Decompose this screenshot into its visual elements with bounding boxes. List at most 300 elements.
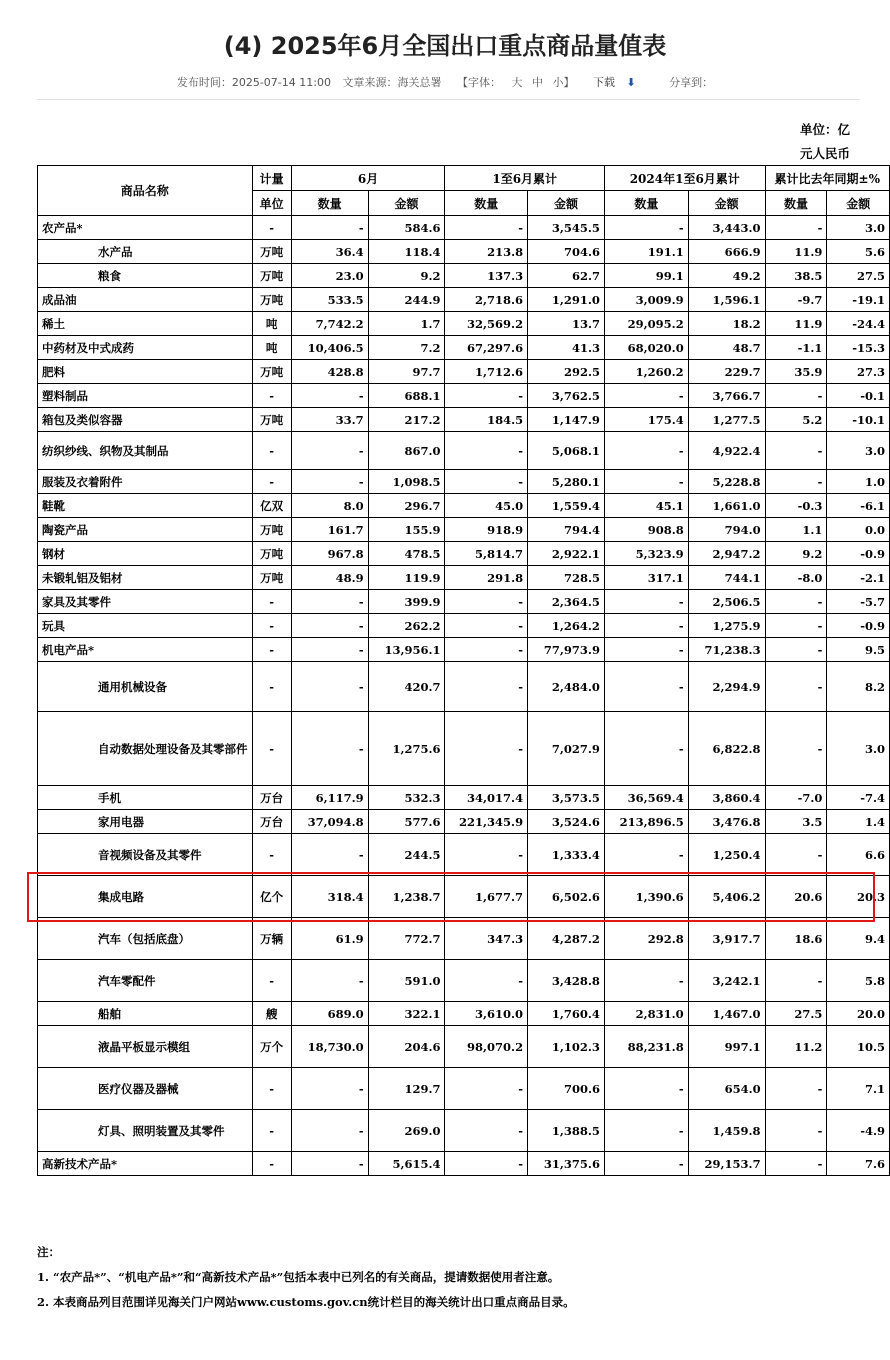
cell-pq: 175.4 bbox=[604, 408, 688, 432]
cell-name: 自动数据处理设备及其零部件 bbox=[38, 712, 253, 786]
cell-cq: 9.2 bbox=[765, 542, 827, 566]
table-row bbox=[38, 1110, 890, 1152]
cell-ja: 204.6 bbox=[368, 1026, 445, 1068]
cell-pq: - bbox=[604, 712, 688, 786]
cell-pq: 2,831.0 bbox=[604, 1002, 688, 1026]
cell-unit: 万吨 bbox=[252, 408, 291, 432]
table-row bbox=[38, 470, 890, 494]
cell-unit: 万吨 bbox=[252, 288, 291, 312]
cell-jq: 33.7 bbox=[291, 408, 368, 432]
cell-cq: - bbox=[765, 712, 827, 786]
cell-ya: 77,973.9 bbox=[528, 638, 605, 662]
cell-cq: - bbox=[765, 590, 827, 614]
cell-unit: 万台 bbox=[252, 810, 291, 834]
cell-pa: 1,277.5 bbox=[688, 408, 765, 432]
cell-unit: - bbox=[252, 834, 291, 876]
cell-pa: 3,860.4 bbox=[688, 786, 765, 810]
cell-cq: -9.7 bbox=[765, 288, 827, 312]
cell-name: 机电产品* bbox=[38, 638, 253, 662]
cell-ca: -4.9 bbox=[827, 1110, 890, 1152]
cell-pa: 654.0 bbox=[688, 1068, 765, 1110]
table-row bbox=[38, 1002, 890, 1026]
cell-ja: 532.3 bbox=[368, 786, 445, 810]
cell-ya: 2,364.5 bbox=[528, 590, 605, 614]
cell-unit: - bbox=[252, 662, 291, 712]
cell-ya: 704.6 bbox=[528, 240, 605, 264]
cell-ca: 10.5 bbox=[827, 1026, 890, 1068]
header-divider bbox=[37, 99, 860, 100]
table-row bbox=[38, 518, 890, 542]
cell-yq: 45.0 bbox=[445, 494, 528, 518]
cell-ja: 217.2 bbox=[368, 408, 445, 432]
cell-name: 手机 bbox=[38, 786, 253, 810]
cell-yq: - bbox=[445, 834, 528, 876]
download-link[interactable] bbox=[589, 76, 643, 89]
cell-name: 高新技术产品* bbox=[38, 1152, 253, 1176]
table-row bbox=[38, 312, 890, 336]
cell-ja: 1.7 bbox=[368, 312, 445, 336]
table-row bbox=[38, 216, 890, 240]
cell-ca: -0.1 bbox=[827, 384, 890, 408]
table-row bbox=[38, 494, 890, 518]
cell-pa: 71,238.3 bbox=[688, 638, 765, 662]
cell-cq: 20.6 bbox=[765, 876, 827, 918]
cell-ca: 5.6 bbox=[827, 240, 890, 264]
cell-pa: 48.7 bbox=[688, 336, 765, 360]
cell-ja: 155.9 bbox=[368, 518, 445, 542]
cell-ja: 322.1 bbox=[368, 1002, 445, 1026]
cell-cq: - bbox=[765, 432, 827, 470]
cell-yq: 3,610.0 bbox=[445, 1002, 528, 1026]
cell-name: 汽车（包括底盘） bbox=[38, 918, 253, 960]
cell-pq: - bbox=[604, 638, 688, 662]
cell-cq: - bbox=[765, 614, 827, 638]
cell-yq: 1,677.7 bbox=[445, 876, 528, 918]
cell-yq: - bbox=[445, 712, 528, 786]
cell-ca: 6.6 bbox=[827, 834, 890, 876]
cell-pa: 229.7 bbox=[688, 360, 765, 384]
cell-jq: - bbox=[291, 470, 368, 494]
header-qty: 数量 bbox=[291, 191, 368, 216]
cell-jq: 6,117.9 bbox=[291, 786, 368, 810]
table-row bbox=[38, 408, 890, 432]
cell-ya: 2,484.0 bbox=[528, 662, 605, 712]
cell-ca: -19.1 bbox=[827, 288, 890, 312]
cell-unit: 万个 bbox=[252, 1026, 291, 1068]
header-june: 6月 bbox=[291, 166, 445, 191]
cell-yq: - bbox=[445, 590, 528, 614]
cell-pq: 292.8 bbox=[604, 918, 688, 960]
note-1: 1. “农产品*”、“机电产品*”和“高新技术产品*”包括本表中已列名的有关商品，提请数据使用者注意。 bbox=[37, 1270, 560, 1284]
cell-pa: 3,766.7 bbox=[688, 384, 765, 408]
cell-ya: 41.3 bbox=[528, 336, 605, 360]
cell-name: 纺织纱线、织物及其制品 bbox=[38, 432, 253, 470]
cell-name: 粮食 bbox=[38, 264, 253, 288]
cell-pa: 2,506.5 bbox=[688, 590, 765, 614]
table-row bbox=[38, 1068, 890, 1110]
cell-pa: 5,228.8 bbox=[688, 470, 765, 494]
cell-ja: 9.2 bbox=[368, 264, 445, 288]
cell-unit: 万吨 bbox=[252, 264, 291, 288]
cell-unit: - bbox=[252, 590, 291, 614]
cell-yq: 137.3 bbox=[445, 264, 528, 288]
cell-ja: 5,615.4 bbox=[368, 1152, 445, 1176]
cell-unit: 吨 bbox=[252, 312, 291, 336]
cell-jq: 428.8 bbox=[291, 360, 368, 384]
cell-pq: 3,009.9 bbox=[604, 288, 688, 312]
unit-note bbox=[760, 118, 850, 166]
cell-pq: - bbox=[604, 834, 688, 876]
cell-jq: - bbox=[291, 1068, 368, 1110]
cell-pa: 1,596.1 bbox=[688, 288, 765, 312]
cell-jq: 23.0 bbox=[291, 264, 368, 288]
cell-ja: 1,238.7 bbox=[368, 876, 445, 918]
download-icon: ⬇ bbox=[626, 76, 636, 89]
cell-ca: -2.1 bbox=[827, 566, 890, 590]
cell-name: 中药材及中式成药 bbox=[38, 336, 253, 360]
cell-jq: - bbox=[291, 432, 368, 470]
cell-pa: 3,242.1 bbox=[688, 960, 765, 1002]
table-row bbox=[38, 264, 890, 288]
notes-label: 注： bbox=[37, 1245, 60, 1259]
cell-ya: 1,559.4 bbox=[528, 494, 605, 518]
cell-ca: 20.0 bbox=[827, 1002, 890, 1026]
cell-cq: 3.5 bbox=[765, 810, 827, 834]
cell-pa: 5,406.2 bbox=[688, 876, 765, 918]
cell-jq: 689.0 bbox=[291, 1002, 368, 1026]
cell-unit: 万吨 bbox=[252, 240, 291, 264]
cell-cq: - bbox=[765, 384, 827, 408]
cell-ya: 3,524.6 bbox=[528, 810, 605, 834]
table-row bbox=[38, 876, 890, 918]
cell-ya: 1,147.9 bbox=[528, 408, 605, 432]
cell-ya: 31,375.6 bbox=[528, 1152, 605, 1176]
cell-cq: -7.0 bbox=[765, 786, 827, 810]
cell-pa: 744.1 bbox=[688, 566, 765, 590]
cell-ya: 292.5 bbox=[528, 360, 605, 384]
table-row bbox=[38, 638, 890, 662]
cell-pq: - bbox=[604, 614, 688, 638]
cell-pa: 666.9 bbox=[688, 240, 765, 264]
header-amt: 金额 bbox=[368, 191, 445, 216]
cell-ja: 119.9 bbox=[368, 566, 445, 590]
cell-yq: 213.8 bbox=[445, 240, 528, 264]
cell-ya: 1,291.0 bbox=[528, 288, 605, 312]
cell-ya: 1,264.2 bbox=[528, 614, 605, 638]
cell-unit: - bbox=[252, 1068, 291, 1110]
cell-ya: 2,922.1 bbox=[528, 542, 605, 566]
cell-ca: -6.1 bbox=[827, 494, 890, 518]
cell-unit: - bbox=[252, 712, 291, 786]
cell-pa: 1,661.0 bbox=[688, 494, 765, 518]
header-ytd-2024: 2024年1至6月累计 bbox=[604, 166, 765, 191]
cell-ya: 6,502.6 bbox=[528, 876, 605, 918]
cell-ca: 27.5 bbox=[827, 264, 890, 288]
cell-ca: 0.0 bbox=[827, 518, 890, 542]
cell-pa: 6,822.8 bbox=[688, 712, 765, 786]
cell-yq: 2,718.6 bbox=[445, 288, 528, 312]
cell-name: 液晶平板显示模组 bbox=[38, 1026, 253, 1068]
cell-ca: -5.7 bbox=[827, 590, 890, 614]
cell-name: 音视频设备及其零件 bbox=[38, 834, 253, 876]
cell-pq: 908.8 bbox=[604, 518, 688, 542]
cell-unit: 亿个 bbox=[252, 876, 291, 918]
header-yoy: 累计比去年同期±% bbox=[765, 166, 889, 191]
font-size-large-link[interactable]: 大 bbox=[511, 76, 523, 89]
cell-ya: 5,068.1 bbox=[528, 432, 605, 470]
cell-jq: - bbox=[291, 960, 368, 1002]
table-row bbox=[38, 360, 890, 384]
table-row bbox=[38, 662, 890, 712]
cell-name: 医疗仪器及器械 bbox=[38, 1068, 253, 1110]
cell-cq: - bbox=[765, 470, 827, 494]
cell-unit: 万吨 bbox=[252, 566, 291, 590]
cell-pq: 1,260.2 bbox=[604, 360, 688, 384]
cell-name: 稀土 bbox=[38, 312, 253, 336]
cell-pq: 68,020.0 bbox=[604, 336, 688, 360]
cell-jq: - bbox=[291, 712, 368, 786]
cell-jq: - bbox=[291, 662, 368, 712]
cell-ja: 688.1 bbox=[368, 384, 445, 408]
cell-jq: - bbox=[291, 216, 368, 240]
cell-yq: 1,712.6 bbox=[445, 360, 528, 384]
cell-yq: 184.5 bbox=[445, 408, 528, 432]
cell-unit: 万吨 bbox=[252, 360, 291, 384]
cell-cq: - bbox=[765, 834, 827, 876]
cell-name: 玩具 bbox=[38, 614, 253, 638]
cell-pa: 794.0 bbox=[688, 518, 765, 542]
cell-jq: - bbox=[291, 614, 368, 638]
cell-unit: - bbox=[252, 1110, 291, 1152]
cell-ja: 584.6 bbox=[368, 216, 445, 240]
cell-pa: 3,443.0 bbox=[688, 216, 765, 240]
cell-jq: - bbox=[291, 834, 368, 876]
cell-ja: 591.0 bbox=[368, 960, 445, 1002]
header-amt: 金额 bbox=[827, 191, 890, 216]
cell-name: 船舶 bbox=[38, 1002, 253, 1026]
table-row bbox=[38, 542, 890, 566]
publish-time: 发布时间：2025-07-14 11:00 bbox=[176, 76, 331, 89]
cell-pq: 88,231.8 bbox=[604, 1026, 688, 1068]
cell-yq: 98,070.2 bbox=[445, 1026, 528, 1068]
cell-pa: 49.2 bbox=[688, 264, 765, 288]
cell-cq: 27.5 bbox=[765, 1002, 827, 1026]
header-qty: 数量 bbox=[765, 191, 827, 216]
cell-jq: 61.9 bbox=[291, 918, 368, 960]
cell-jq: 8.0 bbox=[291, 494, 368, 518]
cell-ya: 5,280.1 bbox=[528, 470, 605, 494]
cell-ca: -0.9 bbox=[827, 542, 890, 566]
header-unit-bottom: 单位 bbox=[252, 191, 291, 216]
cell-yq: - bbox=[445, 384, 528, 408]
cell-ya: 1,102.3 bbox=[528, 1026, 605, 1068]
cell-ca: 7.6 bbox=[827, 1152, 890, 1176]
cell-pq: - bbox=[604, 662, 688, 712]
cell-jq: 318.4 bbox=[291, 876, 368, 918]
cell-ca: 5.8 bbox=[827, 960, 890, 1002]
cell-cq: 11.9 bbox=[765, 312, 827, 336]
cell-ya: 3,762.5 bbox=[528, 384, 605, 408]
cell-cq: 5.2 bbox=[765, 408, 827, 432]
cell-cq: - bbox=[765, 1110, 827, 1152]
cell-ya: 3,428.8 bbox=[528, 960, 605, 1002]
cell-name: 家具及其零件 bbox=[38, 590, 253, 614]
cell-unit: - bbox=[252, 960, 291, 1002]
cell-cq: 11.2 bbox=[765, 1026, 827, 1068]
cell-ca: 1.4 bbox=[827, 810, 890, 834]
cell-ja: 1,275.6 bbox=[368, 712, 445, 786]
cell-yq: 34,017.4 bbox=[445, 786, 528, 810]
cell-name: 家用电器 bbox=[38, 810, 253, 834]
cell-yq: - bbox=[445, 662, 528, 712]
cell-ca: 1.0 bbox=[827, 470, 890, 494]
cell-jq: 533.5 bbox=[291, 288, 368, 312]
header-name: 商品名称 bbox=[38, 166, 253, 216]
cell-pq: 99.1 bbox=[604, 264, 688, 288]
cell-ca: 3.0 bbox=[827, 216, 890, 240]
cell-cq: - bbox=[765, 638, 827, 662]
cell-name: 鞋靴 bbox=[38, 494, 253, 518]
cell-unit: - bbox=[252, 216, 291, 240]
table-row bbox=[38, 288, 890, 312]
cell-ja: 262.2 bbox=[368, 614, 445, 638]
cell-ya: 3,545.5 bbox=[528, 216, 605, 240]
cell-pq: - bbox=[604, 470, 688, 494]
cell-pa: 29,153.7 bbox=[688, 1152, 765, 1176]
cell-unit: - bbox=[252, 432, 291, 470]
cell-unit: 万台 bbox=[252, 786, 291, 810]
table-row bbox=[38, 712, 890, 786]
cell-unit: - bbox=[252, 1152, 291, 1176]
cell-name: 汽车零配件 bbox=[38, 960, 253, 1002]
cell-yq: - bbox=[445, 960, 528, 1002]
cell-ja: 296.7 bbox=[368, 494, 445, 518]
cell-name: 农产品* bbox=[38, 216, 253, 240]
cell-jq: 37,094.8 bbox=[291, 810, 368, 834]
cell-cq: 1.1 bbox=[765, 518, 827, 542]
table-row bbox=[38, 960, 890, 1002]
cell-unit: 亿双 bbox=[252, 494, 291, 518]
cell-yq: 5,814.7 bbox=[445, 542, 528, 566]
cell-cq: - bbox=[765, 960, 827, 1002]
cell-jq: 36.4 bbox=[291, 240, 368, 264]
cell-name: 未锻轧铝及铝材 bbox=[38, 566, 253, 590]
cell-pa: 1,459.8 bbox=[688, 1110, 765, 1152]
cell-ca: -0.9 bbox=[827, 614, 890, 638]
cell-unit: - bbox=[252, 614, 291, 638]
table-row bbox=[38, 566, 890, 590]
cell-ca: -15.3 bbox=[827, 336, 890, 360]
cell-name: 陶瓷产品 bbox=[38, 518, 253, 542]
font-size-small-link[interactable]: 小】 bbox=[552, 76, 575, 89]
cell-jq: - bbox=[291, 590, 368, 614]
cell-cq: 11.9 bbox=[765, 240, 827, 264]
cell-pq: - bbox=[604, 384, 688, 408]
cell-ja: 772.7 bbox=[368, 918, 445, 960]
cell-cq: - bbox=[765, 1068, 827, 1110]
cell-name: 塑料制品 bbox=[38, 384, 253, 408]
cell-name: 通用机械设备 bbox=[38, 662, 253, 712]
font-size-medium-link[interactable]: 中 bbox=[531, 76, 543, 89]
cell-name: 钢材 bbox=[38, 542, 253, 566]
header-amt: 金额 bbox=[688, 191, 765, 216]
cell-pa: 18.2 bbox=[688, 312, 765, 336]
cell-jq: 161.7 bbox=[291, 518, 368, 542]
cell-jq: 967.8 bbox=[291, 542, 368, 566]
cell-ca: 3.0 bbox=[827, 712, 890, 786]
table-row bbox=[38, 918, 890, 960]
cell-ca: 9.4 bbox=[827, 918, 890, 960]
cell-yq: 32,569.2 bbox=[445, 312, 528, 336]
cell-pq: 213,896.5 bbox=[604, 810, 688, 834]
cell-unit: 万辆 bbox=[252, 918, 291, 960]
cell-ca: 8.2 bbox=[827, 662, 890, 712]
cell-pq: - bbox=[604, 216, 688, 240]
cell-cq: -8.0 bbox=[765, 566, 827, 590]
cell-pq: - bbox=[604, 1068, 688, 1110]
cell-pa: 3,917.7 bbox=[688, 918, 765, 960]
header-qty: 数量 bbox=[604, 191, 688, 216]
cell-pq: 1,390.6 bbox=[604, 876, 688, 918]
cell-ca: 20.3 bbox=[827, 876, 890, 918]
cell-ca: 7.1 bbox=[827, 1068, 890, 1110]
cell-pq: - bbox=[604, 1152, 688, 1176]
page-title: (4) 2025年6月全国出口重点商品量值表 bbox=[223, 32, 667, 60]
cell-ya: 1,388.5 bbox=[528, 1110, 605, 1152]
cell-pq: 5,323.9 bbox=[604, 542, 688, 566]
cell-jq: 18,730.0 bbox=[291, 1026, 368, 1068]
cell-unit: - bbox=[252, 384, 291, 408]
cell-cq: -0.3 bbox=[765, 494, 827, 518]
cell-name: 成品油 bbox=[38, 288, 253, 312]
cell-yq: - bbox=[445, 432, 528, 470]
header-ytd: 1至6月累计 bbox=[445, 166, 604, 191]
cell-jq: 7,742.2 bbox=[291, 312, 368, 336]
unit-note-line2: 元人民币 bbox=[799, 146, 850, 161]
cell-ja: 399.9 bbox=[368, 590, 445, 614]
cell-unit: 万吨 bbox=[252, 518, 291, 542]
cell-ja: 1,098.5 bbox=[368, 470, 445, 494]
cell-jq: - bbox=[291, 1152, 368, 1176]
table-row bbox=[38, 1152, 890, 1176]
cell-pa: 1,250.4 bbox=[688, 834, 765, 876]
cell-ca: 27.3 bbox=[827, 360, 890, 384]
cell-pq: 29,095.2 bbox=[604, 312, 688, 336]
notes bbox=[37, 1240, 857, 1315]
cell-name: 服装及衣着附件 bbox=[38, 470, 253, 494]
cell-yq: - bbox=[445, 1152, 528, 1176]
cell-yq: - bbox=[445, 638, 528, 662]
cell-ya: 62.7 bbox=[528, 264, 605, 288]
share-label[interactable]: 分享到： bbox=[669, 76, 714, 89]
cell-pq: - bbox=[604, 960, 688, 1002]
cell-ja: 478.5 bbox=[368, 542, 445, 566]
cell-yq: - bbox=[445, 216, 528, 240]
cell-yq: - bbox=[445, 614, 528, 638]
cell-jq: 48.9 bbox=[291, 566, 368, 590]
cell-unit: 艘 bbox=[252, 1002, 291, 1026]
header-unit-top: 计量 bbox=[252, 166, 291, 191]
cell-ja: 244.9 bbox=[368, 288, 445, 312]
cell-pa: 4,922.4 bbox=[688, 432, 765, 470]
cell-cq: -1.1 bbox=[765, 336, 827, 360]
cell-yq: 291.8 bbox=[445, 566, 528, 590]
table-row bbox=[38, 1026, 890, 1068]
cell-unit: 吨 bbox=[252, 336, 291, 360]
table-row bbox=[38, 786, 890, 810]
cell-ya: 728.5 bbox=[528, 566, 605, 590]
cell-pq: 36,569.4 bbox=[604, 786, 688, 810]
